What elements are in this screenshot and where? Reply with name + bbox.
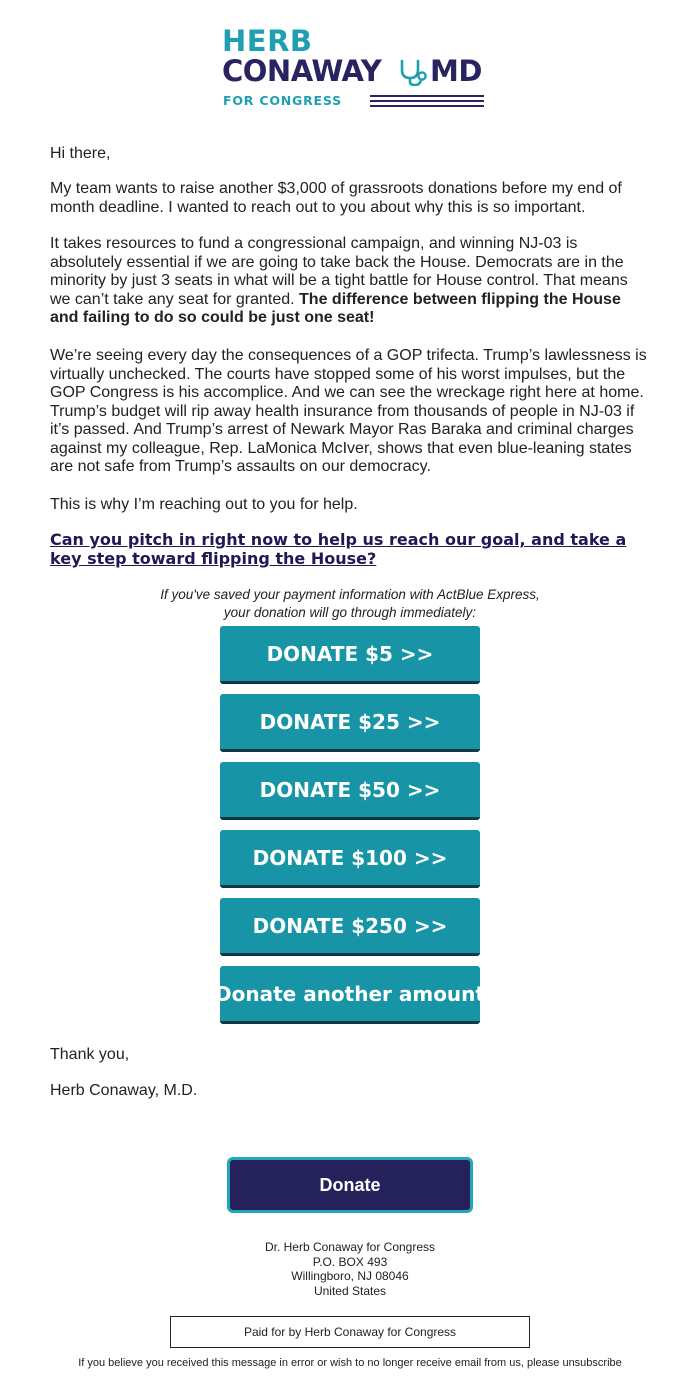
address-po-box: P.O. BOX 493 — [312, 1254, 388, 1269]
paragraph-consequences: We’re seeing every day the consequences of a GOP trifecta. Trump’s lawlessness is virtually unchecked. The courts have stopped some of his worst impulses, but the GOP Congress is his accomplice. And we can see the wreckage right here at home. Trump’s budget will rip away health insurance from thousands of people in NJ-03 if it’s passed. And Trump’s arrest of Newark Mayor Ras Baraka and criminal charges against my colleague, Rep. LaMonica McIver, shows that even blue-leaning states are not safe from Trump’s assaults on our democracy. — [50, 347, 647, 475]
donate-button[interactable]: Donate — [227, 1157, 473, 1213]
address-org: Dr. Herb Conaway for Congress — [264, 1240, 436, 1254]
paragraph-help: This is why I’m reaching out to you for help. — [50, 496, 358, 513]
address-city: Willingboro, NJ 08046 — [291, 1269, 409, 1283]
stethoscope-icon — [398, 58, 428, 86]
donate-5-button[interactable]: DONATE $5 >> — [220, 626, 480, 684]
paragraph-resources — [50, 235, 650, 328]
donate-other-amount-button[interactable]: Donate another amount — [220, 966, 480, 1024]
donate-25-button[interactable]: DONATE $25 >> — [220, 694, 480, 752]
paragraph-resources-emphasis: The difference between flipping the House and failing to do so could be just one seat! — [50, 290, 621, 326]
logo-stripes — [370, 95, 484, 109]
campaign-logo — [222, 26, 484, 112]
paid-for-text: Paid for by Herb Conaway for Congress — [243, 1325, 457, 1339]
actblue-express-note — [0, 586, 700, 622]
logo-md: MD — [430, 54, 482, 88]
actblue-note-line2: your donation will go through immediately: — [223, 605, 477, 620]
paragraph-goal: My team wants to raise another $3,000 of grassroots donations before my end of month deadline. I wanted to reach out to you about why this is so important. — [50, 180, 622, 216]
closing-thanks: Thank you, — [50, 1046, 130, 1063]
donate-100-button[interactable]: DONATE $100 >> — [220, 830, 480, 888]
logo-tagline: FOR CONGRESS — [223, 93, 342, 108]
donate-250-button[interactable]: DONATE $250 >> — [220, 898, 480, 956]
donate-50-button[interactable]: DONATE $50 >> — [220, 762, 480, 820]
unsubscribe-footer[interactable]: If you believe you received this message in error or wish to no longer receive email from us, please unsubscribe — [78, 1357, 622, 1369]
logo-last-name: CONAWAY — [222, 54, 382, 88]
logo-first-name: HERB — [222, 24, 313, 58]
paragraph-resources-text: It takes resources to fund a congressional campaign, and winning NJ-03 is absolutely essential if we are going to take back the House. Democrats are in the minority by just 3 seats in what will be a tight battle for House control. That means we can’t take any seat for granted. — [50, 235, 628, 308]
paid-for-disclaimer — [170, 1316, 530, 1348]
greeting: Hi there, — [50, 145, 111, 162]
donate-cta-link[interactable]: Can you pitch in right now to help us reach our goal, and take a key step toward flipping the House? — [50, 530, 627, 568]
signature: Herb Conaway, M.D. — [50, 1082, 198, 1099]
mailing-address — [0, 1240, 700, 1298]
address-country: United States — [313, 1283, 387, 1298]
actblue-note-line1: If you've saved your payment information with ActBlue Express, — [160, 587, 540, 602]
